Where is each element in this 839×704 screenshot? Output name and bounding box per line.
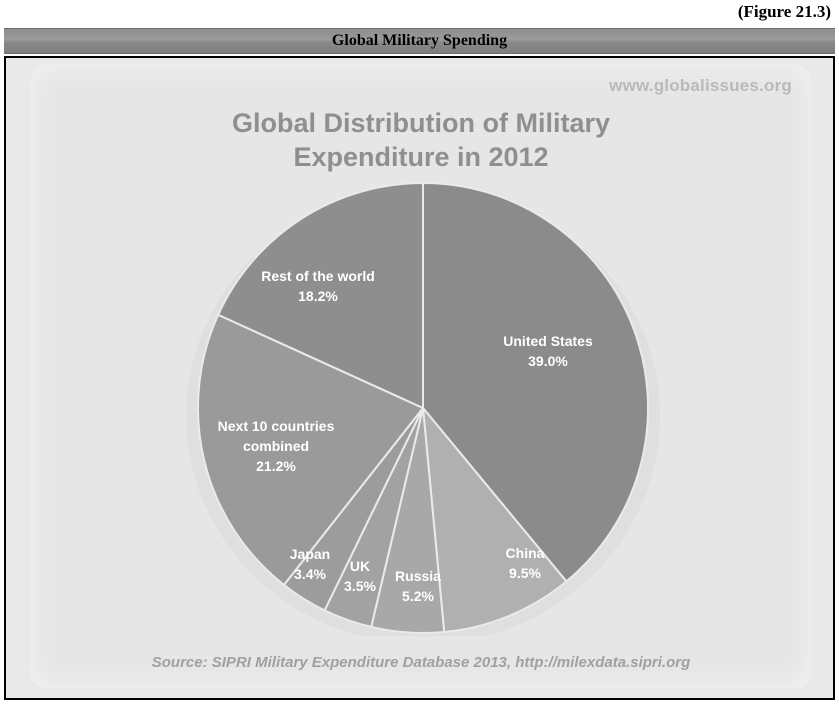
label-next-10-name-2: combined [242, 438, 310, 454]
label-next-10-name: Next 10 countries [217, 418, 335, 434]
figure-title-bar [4, 28, 835, 54]
figure-frame [4, 56, 835, 700]
pie-slices [198, 183, 648, 633]
label-russia-name: Russia [395, 568, 441, 584]
chart-panel [30, 64, 812, 689]
label-japan-value: 3.4% [294, 566, 326, 582]
figure-title: Global Military Spending [331, 32, 508, 49]
source-note: Source: SIPRI Military Expenditure Database 2013, http://milexdata.sipri.org [151, 654, 691, 671]
watermark-text: www.globalissues.org [609, 76, 792, 95]
figure-number-label: (Figure 21.3) [737, 2, 831, 21]
label-rest-of-world-value: 18.2% [298, 288, 338, 304]
label-russia-value: 5.2% [402, 588, 434, 604]
chart-title-line-1: Global Distribution of Military [232, 108, 610, 138]
pie-chart-svg [133, 176, 713, 636]
label-united-states-value: 39.0% [528, 353, 568, 369]
label-china-name: China [505, 545, 545, 561]
label-next-10-value: 21.2% [256, 458, 296, 474]
label-rest-of-world-name: Rest of the world [261, 268, 375, 284]
chart-title [30, 106, 812, 174]
label-united-states-name: United States [503, 333, 593, 349]
label-china-value: 9.5% [509, 565, 541, 581]
pie-chart [133, 176, 713, 636]
label-uk-name: UK [349, 558, 371, 574]
label-japan-name: Japan [289, 546, 331, 562]
label-uk-value: 3.5% [344, 578, 376, 594]
chart-title-line-2: Expenditure in 2012 [293, 142, 549, 172]
